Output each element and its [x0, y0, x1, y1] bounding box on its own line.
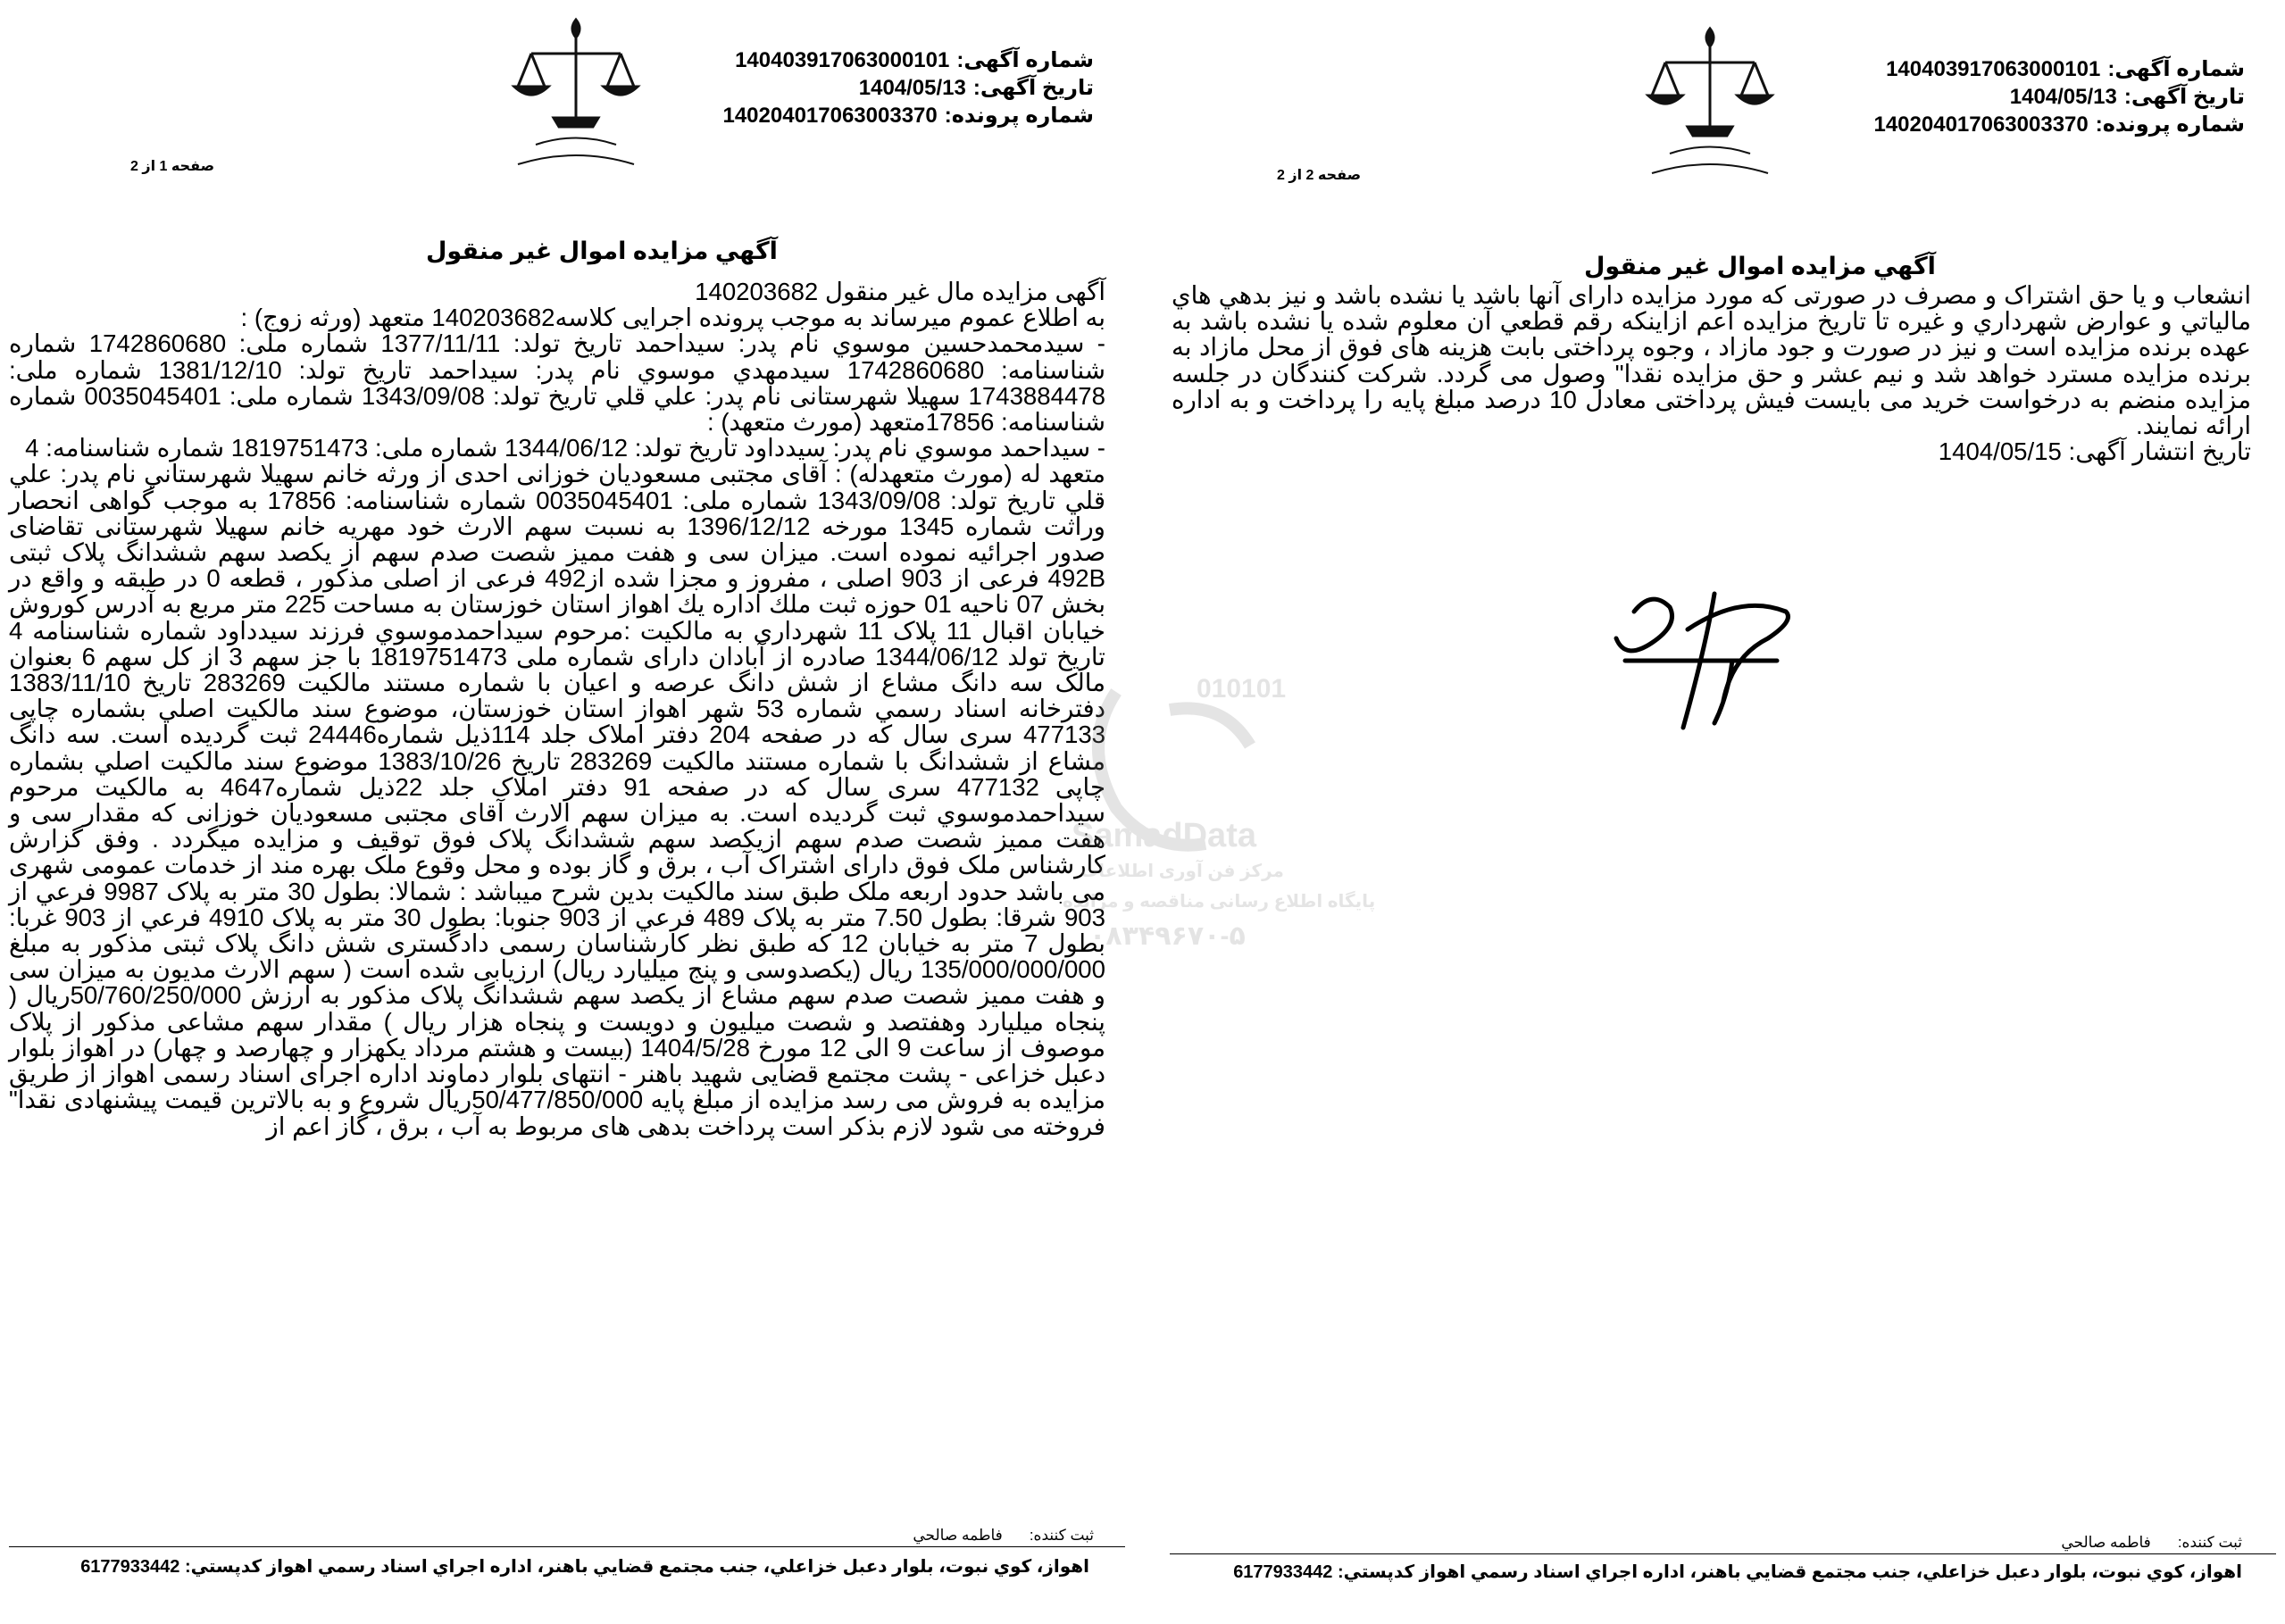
page-indicator: صفحه 1 از 2 — [130, 159, 215, 174]
case-number-label: شماره پرونده: — [2095, 112, 2245, 137]
body-paragraph: انشعاب و یا حق اشتراک و مصرف در صورتی که مورد مزایده دارای آنها باشد یا نشده باشد و نیز بدهي هاي مالياتي و عوارض شهرداري و غيره تا تاريخ مزايده اعم ازاينكه رقم قطعي آن معلوم شده يا نشده باشد به عهده برنده مزايده است و نیز در صورت و جود مازاد ، وجوه پرداختی بابت هزینه های فوق از محل مازاد به برنده مزایده مسترد خواهد شد و نیم عشر و حق مزایده نقدا" وصول می گردد. شرکت کنندگان در جلسه مزایده منضم به درخواست خرید می بایست فیش پرداختی معادل 10 درصد مبلغ پایه را پرداخت و به اداره ارائه نمایند. — [1172, 281, 2251, 440]
watermark-brand: SamadData — [1072, 817, 1256, 854]
publish-date-label: تاریخ انتشار آگهی: — [2068, 437, 2251, 466]
watermark-caption-1: مرکز فن آوری اطلاعات — [1080, 862, 1284, 881]
notice-body — [9, 279, 1105, 1139]
office-address: اهواز، کوي نبوت، بلوار دعبل خزاعلي، جنب مجتمع قضايي باهنر، اداره اجراي اسناد رسمي اهواز کدپستي: 6177933442 — [1233, 1562, 2242, 1582]
case-number: 140204017063003370 — [1873, 112, 2089, 137]
notice-number: 140403917063000101 — [1886, 57, 2101, 81]
watermark-caption-2: پایگاه اطلاع رسانی مناقصه و مزایده — [1063, 892, 1376, 912]
judiciary-emblem-icon — [482, 11, 670, 171]
registrar-name: فاطمه صالحي — [913, 1527, 1003, 1544]
publish-date-row — [1172, 438, 2251, 464]
body-paragraph: متعهد له (مورث متعهدله) : آقای مجتبی مسعودیان خوزانی احدی از ورثه خانم سهیلا شهرستاني نام پدر: علي قلي تاریخ تولد: 1343/09/08 شماره ملی: 0035045401 شماره شناسنامه: 17856 به موجب گواهی انحصار وراثت شماره 1345 مورخه 1396/12/12 به نسبت سهم الارث خود مهریه خانم سهیلا شهرستانی تقاضای صدور اجرائیه نموده است. میزان سی و هفت ممیز شصت صدم سهم از یکصد سهم ششدانگ پلاک ثبتی 492B فرعی از 903 اصلی ، مفروز و مجزا شده از492 فرعی از اصلی مذکور ، قطعه 0 در طبقه و واقع در بخش 07 ناحیه 01 حوزه ثبت ملك اداره يك اهواز استان خوزستان به مساحت 225 متر مربع به آدرس کوروش خیابان اقبال 11 پلاک 11 شهرداری به مالکیت :مرحوم سیداحمدموسوي فرزند سیدداود شماره شناسنامه 4 تاریخ تولد 1344/06/12 صادره از آبادان دارای شماره ملی 1819751473 با جز سهم 3 از کل سهم 6 بعنوان مالک سه دانگ مشاع از شش دانگ عرصه و اعیان با شماره مستند مالکیت 283269 تاریخ 1383/11/10 دفترخانه اسناد رسمي شماره 53 شهر اهواز استان خوزستان، موضوع سند مالکيت اصلي بشماره چاپی 477133 سری سال که در صفحه 204 دفتر املاک جلد 114ذیل شماره24446 ثبت گردیده است. سه دانگ مشاع از ششدانگ با شماره مستند مالکیت 283269 تاریخ 1383/10/26 موضوع سند مالکيت اصلي بشماره چاپی 477132 سری سال که در صفحه 91 دفتر املاک جلد 22ذیل شماره4647 به مالکیت مرحوم سیداحمدموسوي ثبت گردیده است. به میزان سهم الارث آقای مجتبی مسعودیان خوزانی که مقدار سی و هفت ممیز شصت صدم سهم ازیکصد سهم ششدانگ پلاک فوق توقیف و مزایده میگردد . وفق گزارش کارشناس ملک فوق دارای اشتراک آب ، برق و گاز بوده و محل وقوع ملک بهره مند از خدمات عمومی شهری می باشد حدود اربعه ملک طبق سند مالکیت بدین شرح میباشد : شمالا: بطول 30 متر به پلاک 9987 فرعي از 903 شرقا: بطول 7.50 متر به پلاک 489 فرعي از 903 جنوبا: بطول 30 متر به پلاک 4910 فرعي از 903 غربا: بطول 7 متر به خیابان 12 که طبق نظر کارشناسان رسمی دادگستری شش دانگ پلاک ثبتی مذکور به مبلغ 135/000/000/000 ریال (یکصدوسی و پنج میلیارد ریال) ارزیابی شده است ( سهم الارث مدیون به میزان سی و هفت ممیز شصت صدم سهم مشاع از یکصد سهم ششدانگ پلاک مذکور به ارزش 50/760/250/000ریال ( پنجاه میلیارد وهفتصد و شصت میلیون و دویست و پنجاه هزار ریال ) مقدار سهم مشاعی مذکور از پلاک موصوف از ساعت 9 الی 12 مورخ 1404/5/28 (بیست و هشتم مرداد یکهزار و چهارصد و چهار) در اهواز بلوار دعبل خزاعی - پشت مجتمع قضایی شهید باهنر - انتهای بلوار دماوند اداره اجرای اسناد رسمی اهواز از طریق مزایده به فروش می رسد مزایده از مبلغ پایه 50/477/850/000ریال شروع و به بالاترین قیمت پیشنهادی نقدا" فروخته می شود لازم بذکر است پرداخت بدهی های مربوط به آب ، برق ، گاز اعم از — [9, 460, 1106, 1140]
notice-meta — [1873, 55, 2245, 138]
notice-date-label: تاریخ آگهی: — [2123, 85, 2245, 109]
case-number-label: شماره پرونده: — [944, 104, 1094, 128]
case-number: 140204017063003370 — [722, 104, 938, 128]
footer-divider — [9, 1546, 1125, 1547]
notice-date-row — [1873, 83, 2245, 111]
body-paragraph: - سیدمحمدحسین موسوي نام پدر: سیداحمد تاریخ تولد: 1377/11/11 شماره ملی: 1742860680 شماره شناسنامه: 1742860680 سیدمهدي موسوي نام پدر: سیداحمد تاریخ تولد: 1381/12/10 شماره ملی: 1743884478 سهیلا شهرستانی نام پدر: علي قلي تاریخ تولد: 1343/09/08 شماره ملی: 0035045401 شماره شناسنامه: 17856متعهد (مورث متعهد) : — [9, 329, 1105, 437]
publish-date: 1404/05/15 — [1938, 437, 2062, 466]
body-paragraph: به اطلاع عموم میرساند به موجب پرونده اجرایی کلاسه140203682 متعهد (ورثه زوج) : — [240, 304, 1105, 332]
notice-number-label: شماره آگهی: — [956, 48, 1094, 72]
registrar-label: ثبت کننده: — [1029, 1527, 1094, 1544]
notice-number-row — [1873, 55, 2245, 83]
registrar-name: فاطمه صالحي — [2061, 1534, 2151, 1551]
watermark-digits: 010101 — [1197, 674, 1287, 704]
page-two — [1152, 0, 2285, 1624]
body-paragraph: - سیداحمد موسوي نام پدر: سیدداود تاریخ تولد: 1344/06/12 شماره ملی: 1819751473 شماره شناسنامه: 4 — [25, 434, 1105, 462]
registrar — [913, 1527, 1094, 1545]
notice-date-label: تاریخ آگهی: — [972, 76, 1094, 100]
notice-date-row — [722, 74, 1094, 102]
notice-number: 140403917063000101 — [735, 48, 950, 72]
notice-title: آگهي مزايده اموال غير منقول — [1584, 253, 1936, 279]
body-paragraph: آگهی مزایده مال غیر منقول 140203682 — [695, 278, 1105, 305]
notice-title: آگهي مزايده اموال غير منقول — [426, 237, 778, 264]
notice-date: 1404/05/13 — [858, 76, 966, 100]
case-number-row — [1873, 111, 2245, 138]
page-indicator: صفحه 2 از 2 — [1277, 168, 1362, 183]
watermark-phone: ۰۸۳۴۹۶۷۰-۵ — [1089, 921, 1246, 951]
office-address: اهواز، کوي نبوت، بلوار دعبل خزاعلي، جنب مجتمع قضايي باهنر، اداره اجراي اسناد رسمي اهواز کدپستي: 6177933442 — [80, 1557, 1089, 1577]
notice-date: 1404/05/13 — [2009, 85, 2117, 109]
notice-number-label: شماره آگهی: — [2107, 57, 2245, 81]
signature-icon — [1598, 576, 1813, 745]
judiciary-emblem-icon — [1616, 20, 1804, 180]
page-one — [0, 0, 1134, 1624]
case-number-row — [722, 102, 1094, 129]
notice-body — [1172, 282, 2251, 464]
notice-number-row — [722, 46, 1094, 74]
notice-meta — [722, 46, 1094, 129]
registrar — [2061, 1534, 2242, 1552]
footer-divider — [1170, 1553, 2276, 1554]
registrar-label: ثبت کننده: — [2177, 1534, 2242, 1551]
